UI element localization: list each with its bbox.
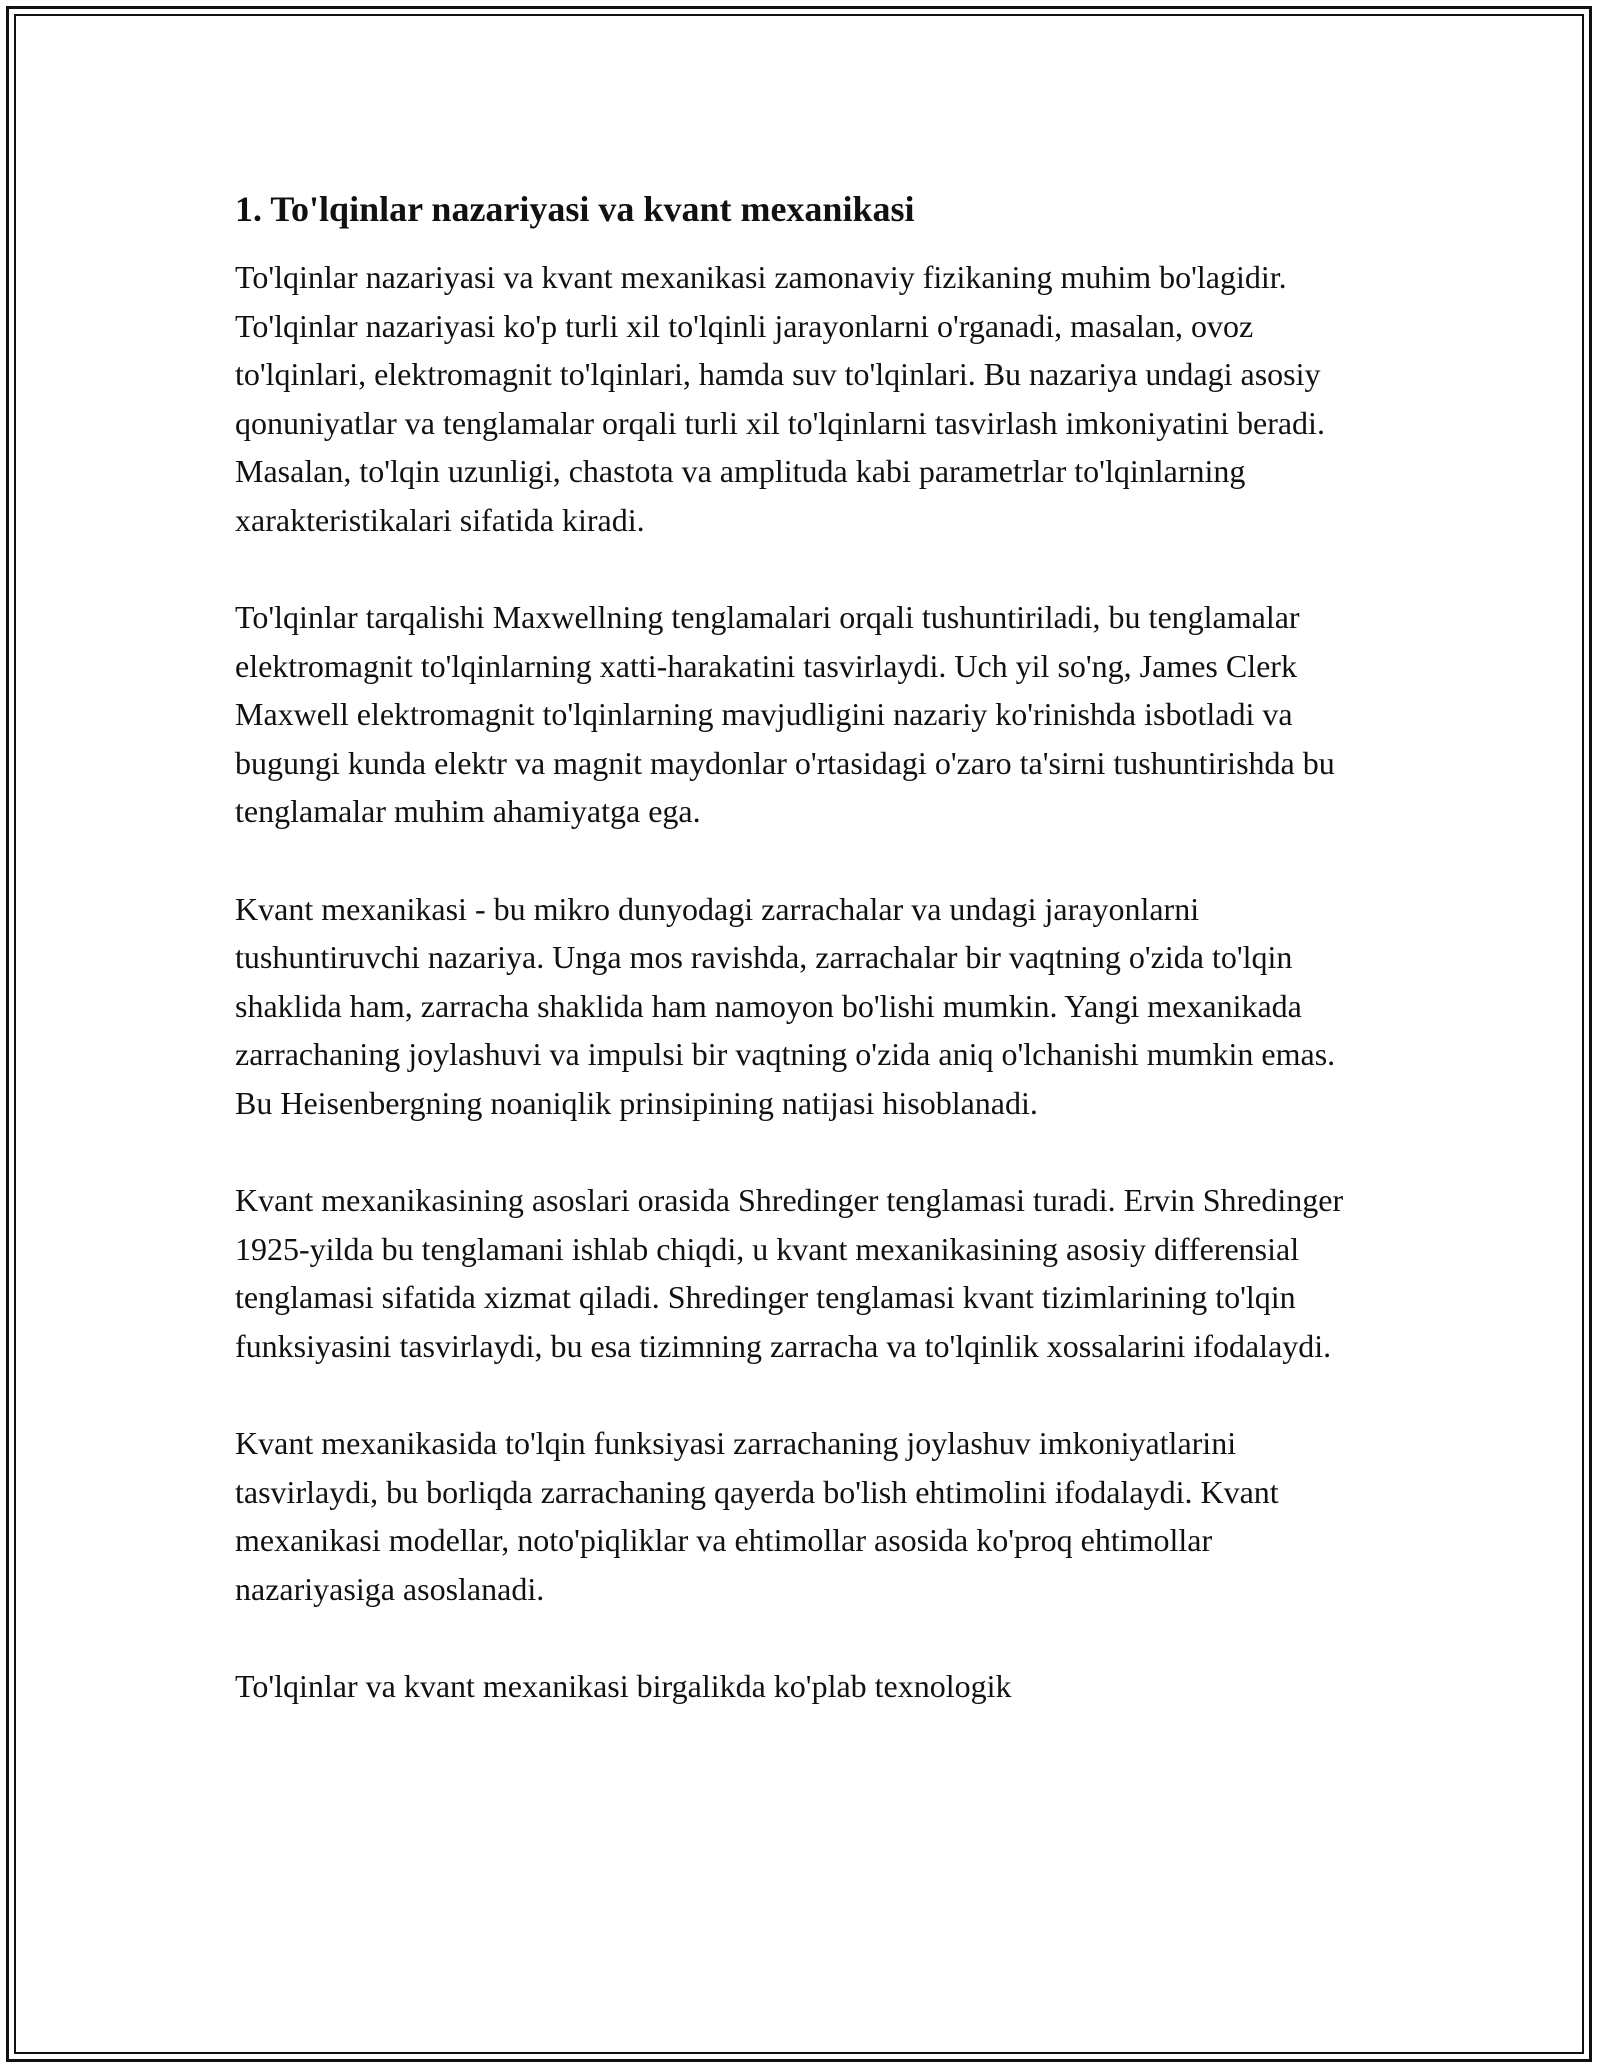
- paragraph-technology: To'lqinlar va kvant mexanikasi birgalikda ko'plab texnologik: [235, 1668, 1012, 1704]
- paragraph-schrodinger: Kvant mexanikasining asoslari orasida Shredinger tenglamasi turadi. Ervin Shredinger 1925-yilda bu tenglamani ishlab chiqdi, u kvant mexanikasining asosiy differensial tenglamasi sifatida xizmat qiladi. Shredinger tenglamasi kvant tizimlarining to'lqin funksiyasini tasvirlaydi, bu esa tizimning zarracha va to'lqinlik xossalarini ifodalaydi.: [235, 1182, 1344, 1364]
- paragraph-maxwell: To'lqinlar tarqalishi Maxwellning tenglamalari orqali tushuntiriladi, bu tenglamalar elektromagnit to'lqinlarning xatti-harakatini tasvirlaydi. Uch yil so'ng, James Clerk Maxwell elektromagnit to'lqinlarning mavjudligini nazariy ko'rinishda isbotladi va bugungi kunda elektr va magnit maydonlar o'rtasidagi o'zaro ta'sirni tushuntirishda bu tenglamalar muhim ahamiyatga ega.: [235, 599, 1335, 829]
- section-heading: 1. To'lqinlar nazariyasi va kvant mexanikasi: [235, 189, 915, 229]
- paragraph-quantum-mechanics: Kvant mexanikasi - bu mikro dunyodagi zarrachalar va undagi jarayonlarni tushuntiruvchi nazariya. Unga mos ravishda, zarrachalar bir vaqtning o'zida to'lqin shaklida ham, zarracha shaklida ham namoyon bo'lishi mumkin. Yangi mexanikada zarrachaning joylashuvi va impulsi bir vaqtning o'zida aniq o'lchanishi mumkin emas. Bu Heisenbergning noaniqlik prinsipining natijasi hisoblanadi.: [235, 890, 1336, 1121]
- paragraph-wave-function: Kvant mexanikasida to'lqin funksiyasi zarrachaning joylashuv imkoniyatlarini tasvirlaydi, bu borliqda zarrachaning qayerda bo'lish ehtimolini ifodalaydi. Kvant mexanikasi modellar, noto'piqliklar va ehtimollar asosida ko'proq ehtimollar nazariyasiga asoslanadi.: [235, 1425, 1279, 1607]
- document-body: [235, 185, 1375, 1760]
- paragraph-wave-theory: To'lqinlar nazariyasi va kvant mexanikasi zamonaviy fizikaning muhim bo'lagidir. To'lqinlar nazariyasi ko'p turli xil to'lqinli jarayonlarni o'rganadi, masalan, ovoz to'lqinlari, elektromagnit to'lqinlari, hamda suv to'lqinlari. Bu nazariya undagi asosiy qonuniyatlar va tenglamalar orqali turli xil to'lqinlarni tasvirlash imkoniyatini beradi. Masalan, to'lqin uzunligi, chastota va amplituda kabi parametrlar to'lqinlarning xarakteristikalari sifatida kiradi.: [235, 259, 1325, 538]
